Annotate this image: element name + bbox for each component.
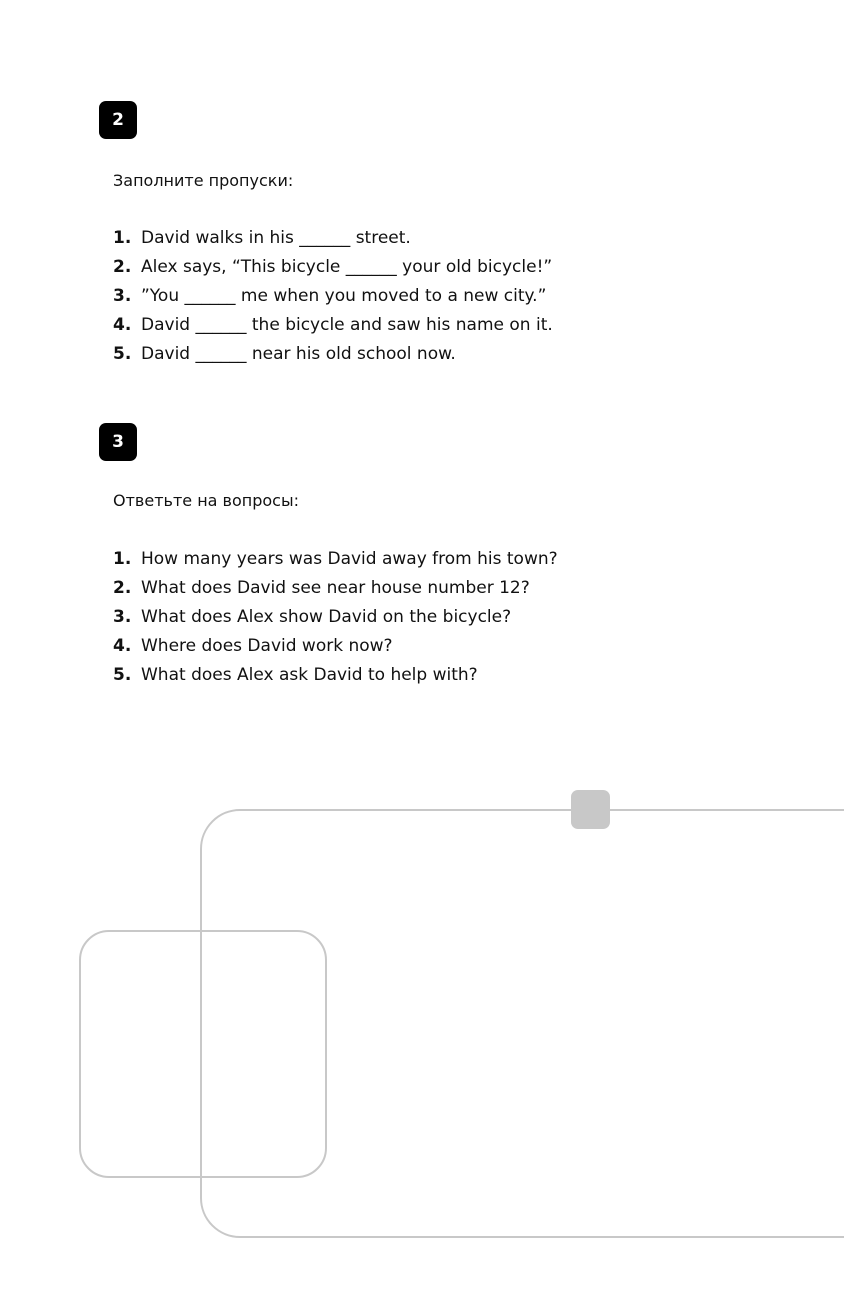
item-text: Where does David work now? xyxy=(141,636,393,656)
item-number: 1. xyxy=(113,228,132,248)
item-text: What does Alex ask David to help with? xyxy=(141,665,478,685)
fill-in-blanks-list xyxy=(113,224,553,369)
list-item xyxy=(113,224,553,253)
list-item xyxy=(113,661,558,690)
exercise-instruction: Заполните пропуски: xyxy=(113,171,294,190)
item-number: 5. xyxy=(113,665,132,685)
decorative-tab xyxy=(571,790,610,829)
item-number: 2. xyxy=(113,257,132,277)
exercise-number-badge: 2 xyxy=(99,101,137,139)
list-item xyxy=(113,253,553,282)
list-item xyxy=(113,632,558,661)
item-text: ”You ______ me when you moved to a new city.” xyxy=(141,286,547,306)
item-text: Alex says, “This bicycle ______ your old bicycle!” xyxy=(141,257,553,277)
list-item xyxy=(113,574,558,603)
item-text: David ______ the bicycle and saw his name on it. xyxy=(141,315,553,335)
item-number: 2. xyxy=(113,578,132,598)
item-text: How many years was David away from his town? xyxy=(141,549,558,569)
item-number: 5. xyxy=(113,344,132,364)
item-number: 3. xyxy=(113,286,132,306)
list-item xyxy=(113,340,553,369)
item-text: David walks in his ______ street. xyxy=(141,228,411,248)
list-item xyxy=(113,603,558,632)
exercise-number-badge: 3 xyxy=(99,423,137,461)
item-text: What does David see near house number 12? xyxy=(141,578,530,598)
item-number: 1. xyxy=(113,549,132,569)
exercise-instruction: Ответьте на вопросы: xyxy=(113,491,299,510)
item-number: 3. xyxy=(113,607,132,627)
item-text: David ______ near his old school now. xyxy=(141,344,456,364)
questions-list xyxy=(113,545,558,690)
list-item xyxy=(113,311,553,340)
item-number: 4. xyxy=(113,315,132,335)
list-item xyxy=(113,282,553,311)
item-text: What does Alex show David on the bicycle? xyxy=(141,607,512,627)
item-number: 4. xyxy=(113,636,132,656)
decorative-frame-small xyxy=(79,930,327,1178)
list-item xyxy=(113,545,558,574)
